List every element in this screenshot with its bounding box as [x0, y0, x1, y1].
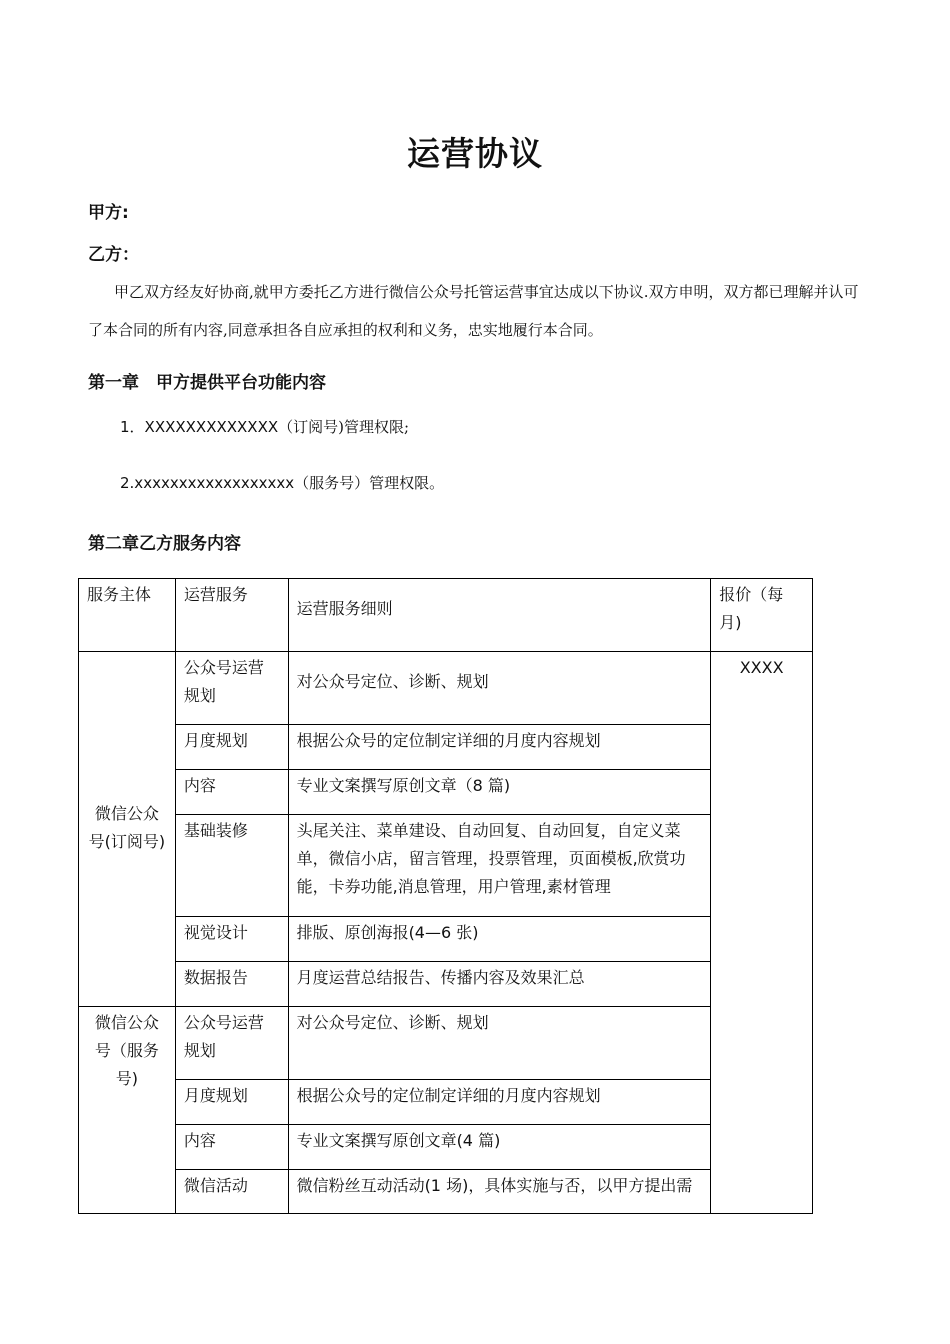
- table-row: [79, 1080, 813, 1125]
- table-row: [79, 1125, 813, 1170]
- table-row: [79, 652, 813, 725]
- chapter-2-heading: 第二章乙方服务内容: [88, 534, 241, 554]
- row-detail: 专业文案撰写原创文章（8 篇): [288, 770, 711, 815]
- row-detail: 对公众号定位、诊断、规划: [288, 1007, 711, 1080]
- chapter-1-heading: 第一章 甲方提供平台功能内容: [88, 373, 326, 393]
- group-2-subject: 微信公众号（服务号): [79, 1007, 176, 1214]
- row-service: 内容: [175, 770, 288, 815]
- row-service: 数据报告: [175, 962, 288, 1007]
- row-service: 月度规划: [175, 1080, 288, 1125]
- row-detail: 月度运营总结报告、传播内容及效果汇总: [288, 962, 711, 1007]
- table-row: [79, 917, 813, 962]
- header-service: 运营服务: [175, 579, 288, 652]
- table-row: [79, 770, 813, 815]
- group-1-subject: 微信公众号(订阅号): [79, 652, 176, 1007]
- chapter-1-item-2: [120, 472, 444, 493]
- price-value: XXXX: [711, 652, 813, 1214]
- party-a-label: 甲方:: [88, 203, 129, 223]
- service-table: [78, 578, 813, 1214]
- party-b-label: 乙方：: [88, 245, 139, 265]
- item-1-text: （订阅号)管理权限;: [278, 418, 410, 436]
- row-service: 内容: [175, 1125, 288, 1170]
- table-row: [79, 815, 813, 917]
- header-price: 报价（每月): [711, 579, 813, 652]
- header-details: 运营服务细则: [288, 579, 711, 652]
- row-detail: 对公众号定位、诊断、规划: [288, 652, 711, 725]
- row-detail: 微信粉丝互动活动(1 场)，具体实施与否，以甲方提出需: [288, 1170, 711, 1214]
- row-detail: 排版、原创海报(4—6 张): [288, 917, 711, 962]
- row-service: 公众号运营规划: [175, 1007, 288, 1080]
- row-service: 视觉设计: [175, 917, 288, 962]
- table-header-row: [79, 579, 813, 652]
- chapter-1-item-1: [120, 416, 409, 437]
- table-row: [79, 1170, 813, 1214]
- table-row: [79, 1007, 813, 1080]
- row-detail: 专业文案撰写原创文章(4 篇): [288, 1125, 711, 1170]
- row-detail: 根据公众号的定位制定详细的月度内容规划: [288, 725, 711, 770]
- row-service: 公众号运营规划: [175, 652, 288, 725]
- row-service: 月度规划: [175, 725, 288, 770]
- row-service: 基础装修: [175, 815, 288, 917]
- document-title: 运营协议: [407, 134, 543, 173]
- row-detail: 根据公众号的定位制定详细的月度内容规划: [288, 1080, 711, 1125]
- item-1-code: 1．XXXXXXXXXXXXX: [120, 418, 279, 436]
- header-subject: 服务主体: [79, 579, 176, 652]
- item-2-code: 2.xxxxxxxxxxxxxxxxxx: [120, 474, 295, 492]
- row-detail: 头尾关注、菜单建设、自动回复、自动回复，自定义菜单，微信小店，留言管理，投票管理，页面模板,欣赏功能，卡券功能,消息管理，用户管理,素材管理: [288, 815, 711, 917]
- table-row: [79, 962, 813, 1007]
- table-row: [79, 725, 813, 770]
- intro-paragraph: 甲乙双方经友好协商,就甲方委托乙方进行微信公众号托管运营事宜达成以下协议.双方申明，双方都已理解并认可了本合同的所有内容,同意承担各自应承担的权利和义务，忠实地履行本合同。: [88, 283, 859, 339]
- item-2-text: （服务号）管理权限。: [294, 474, 445, 492]
- row-service: 微信活动: [175, 1170, 288, 1214]
